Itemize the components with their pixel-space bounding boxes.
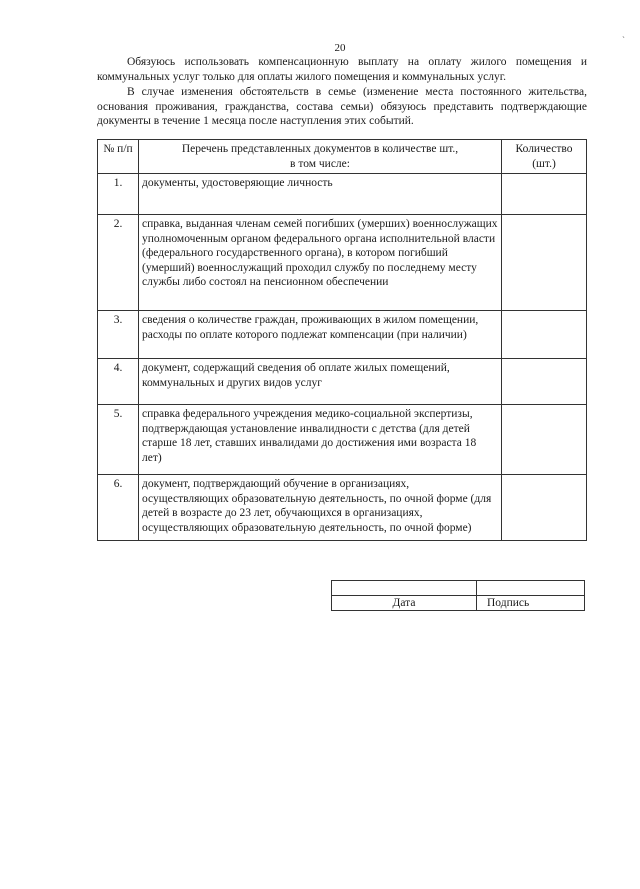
header-documents-line2: в том числе: xyxy=(290,157,350,170)
table-row xyxy=(98,475,587,541)
page-number: 20 xyxy=(334,42,346,54)
row-quantity[interactable] xyxy=(502,475,587,541)
row-quantity[interactable] xyxy=(502,215,587,311)
row-number: 4. xyxy=(98,359,139,405)
table-header-row xyxy=(98,140,587,174)
row-quantity[interactable] xyxy=(502,311,587,359)
row-document: справка, выданная членам семей погибших (умерших) военнослужащих уполномоченным органом федерального органа исполнительной власти (федерального государственного органа), в котором погибший (умерший) военнослужащий проходил службу по последнему месту службы либо состоял на пенсионном обеспечении xyxy=(139,215,502,311)
table-row xyxy=(98,311,587,359)
row-number: 6. xyxy=(98,475,139,541)
row-document: документ, содержащий сведения об оплате жилых помещений, коммунальных и других видов услуг xyxy=(139,359,502,405)
row-document: документы, удостоверяющие личность xyxy=(139,174,502,215)
row-number: 1. xyxy=(98,174,139,215)
table-row xyxy=(98,359,587,405)
obligation-paragraph: Обязуюсь использовать компенсационную выплату на оплату жилого помещения и коммунальных услуг только для оплаты жилого помещения и коммунальных услуг. xyxy=(97,56,587,83)
date-label: Дата xyxy=(332,596,477,611)
row-document: документ, подтверждающий обучение в организациях, осуществляющих образовательную деятельность, по очной форме (для детей в возрасте до 23 лет, обучающихся в организациях, осуществляющих образовательную деятельность, по очной форме) xyxy=(139,475,502,541)
header-number: № п/п xyxy=(98,140,139,174)
header-documents xyxy=(139,140,502,174)
signature-field[interactable] xyxy=(477,581,585,596)
row-number: 3. xyxy=(98,311,139,359)
corner-mark: ˎ xyxy=(622,28,625,38)
row-quantity[interactable] xyxy=(502,405,587,475)
table-row xyxy=(98,405,587,475)
change-circumstances-paragraph: В случае изменения обстоятельств в семье (изменение места постоянного жительства, основания проживания, гражданства, состава семьи) обязуюсь представить подтверждающие документы в течение 1 месяца после наступления этих событий. xyxy=(97,86,587,127)
row-quantity[interactable] xyxy=(502,359,587,405)
signature-label: Подпись xyxy=(477,596,585,611)
row-document: сведения о количестве граждан, проживающих в жилом помещении, расходы по оплате которого подлежат компенсации (при наличии) xyxy=(139,311,502,359)
header-documents-line1: Перечень представленных документов в количестве шт., xyxy=(181,143,459,155)
row-number: 5. xyxy=(98,405,139,475)
documents-table xyxy=(97,139,587,541)
table-row xyxy=(98,215,587,311)
row-number: 2. xyxy=(98,215,139,311)
row-quantity[interactable] xyxy=(502,174,587,215)
date-field[interactable] xyxy=(332,581,477,596)
signature-block xyxy=(331,580,585,611)
table-row xyxy=(98,174,587,215)
header-quantity: Количество (шт.) xyxy=(502,140,587,174)
row-document: справка федерального учреждения медико-социальной экспертизы, подтверждающая установление инвалидности с детства (для детей старше 18 лет, ставших инвалидами до достижения ими возраста 18 лет) xyxy=(139,405,502,475)
